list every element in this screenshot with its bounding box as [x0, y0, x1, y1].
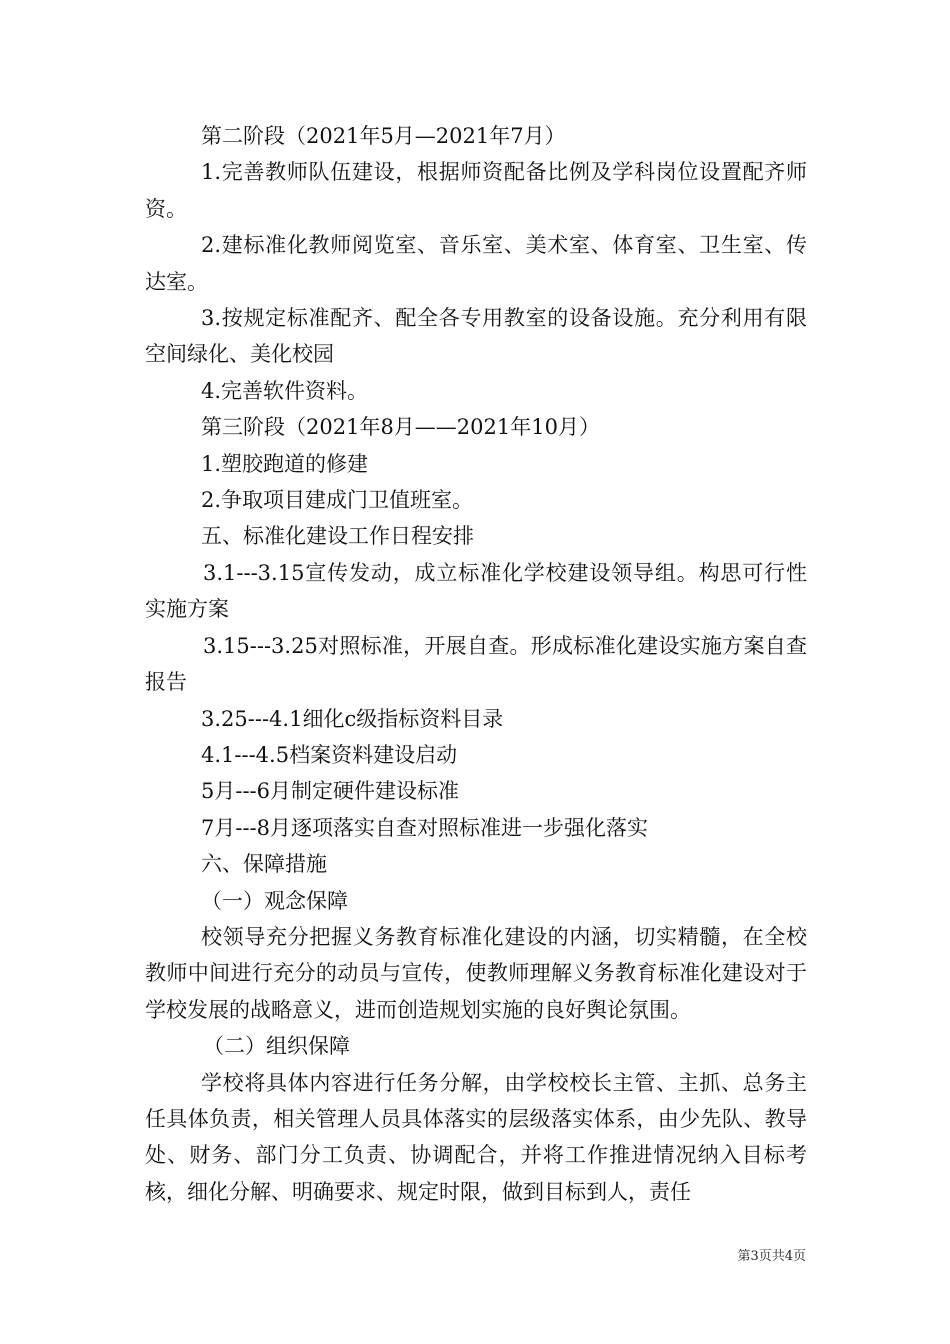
phase-two-item-3: 3.按规定标准配齐、配全各专用教室的设备设施。充分利用有限空间绿化、美化校园 — [145, 306, 807, 367]
phase-two-item-4: 4.完善软件资料。 — [201, 378, 369, 403]
schedule-item-5: 5月---6月制定硬件建设标准 — [201, 779, 460, 804]
phase-three-item-1: 1.塑胶跑道的修建 — [201, 451, 369, 476]
phase-two-item-1: 1.完善教师队伍建设，根据师资配备比例及学科岗位设置配齐师资。 — [145, 160, 807, 221]
subsection-two-body: 学校将具体内容进行任务分解，由学校校长主管、主抓、总务主任具体负责，相关管理人员具体落实的层级落实体系，由少先队、教导处、财务、部门分工负责、协调配合，并将工作推进情况纳入目标考核，细化分解、明确要求、规定时限，做到目标到人，责任 — [145, 1070, 807, 1204]
page-number-footer: 第3页共4页 — [737, 1249, 806, 1264]
phase-two-heading: 第二阶段（2021年5月—2021年7月） — [201, 124, 566, 148]
schedule-item-6: 7月---8月逐项落实自查对照标准进一步强化落实 — [201, 815, 649, 840]
section-six-heading: 六、保障措施 — [201, 852, 327, 877]
document-body — [145, 118, 807, 1210]
phase-three-heading: 第三阶段（2021年8月——2021年10月） — [201, 415, 600, 440]
schedule-item-3: 3.25---4.1细化c级指标资料目录 — [201, 706, 504, 731]
phase-two-item-2: 2.建标准化教师阅览室、音乐室、美术室、体育室、卫生室、传达室。 — [145, 233, 807, 294]
schedule-item-1: 3.1---3.15宣传发动，成立标准化学校建设领导组。构思可行性实施方案 — [145, 560, 807, 622]
schedule-item-4: 4.1---4.5档案资料建设启动 — [201, 742, 458, 767]
phase-three-item-2: 2.争取项目建成门卫值班室。 — [201, 488, 474, 513]
section-five-heading: 五、标准化建设工作日程安排 — [201, 524, 474, 549]
subsection-one-heading: （一）观念保障 — [201, 888, 348, 913]
schedule-item-2: 3.15---3.25对照标准，开展自查。形成标准化建设实施方案自查报告 — [145, 633, 807, 695]
subsection-two-heading: （二）组织保障 — [203, 1034, 350, 1059]
subsection-one-body: 校领导充分把握义务教育标准化建设的内涵，切实精髓，在全校教师中间进行充分的动员与宣传，使教师理解义务教育标准化建设对于学校发展的战略意义，进而创造规划实施的良好舆论氛围。 — [145, 924, 807, 1022]
